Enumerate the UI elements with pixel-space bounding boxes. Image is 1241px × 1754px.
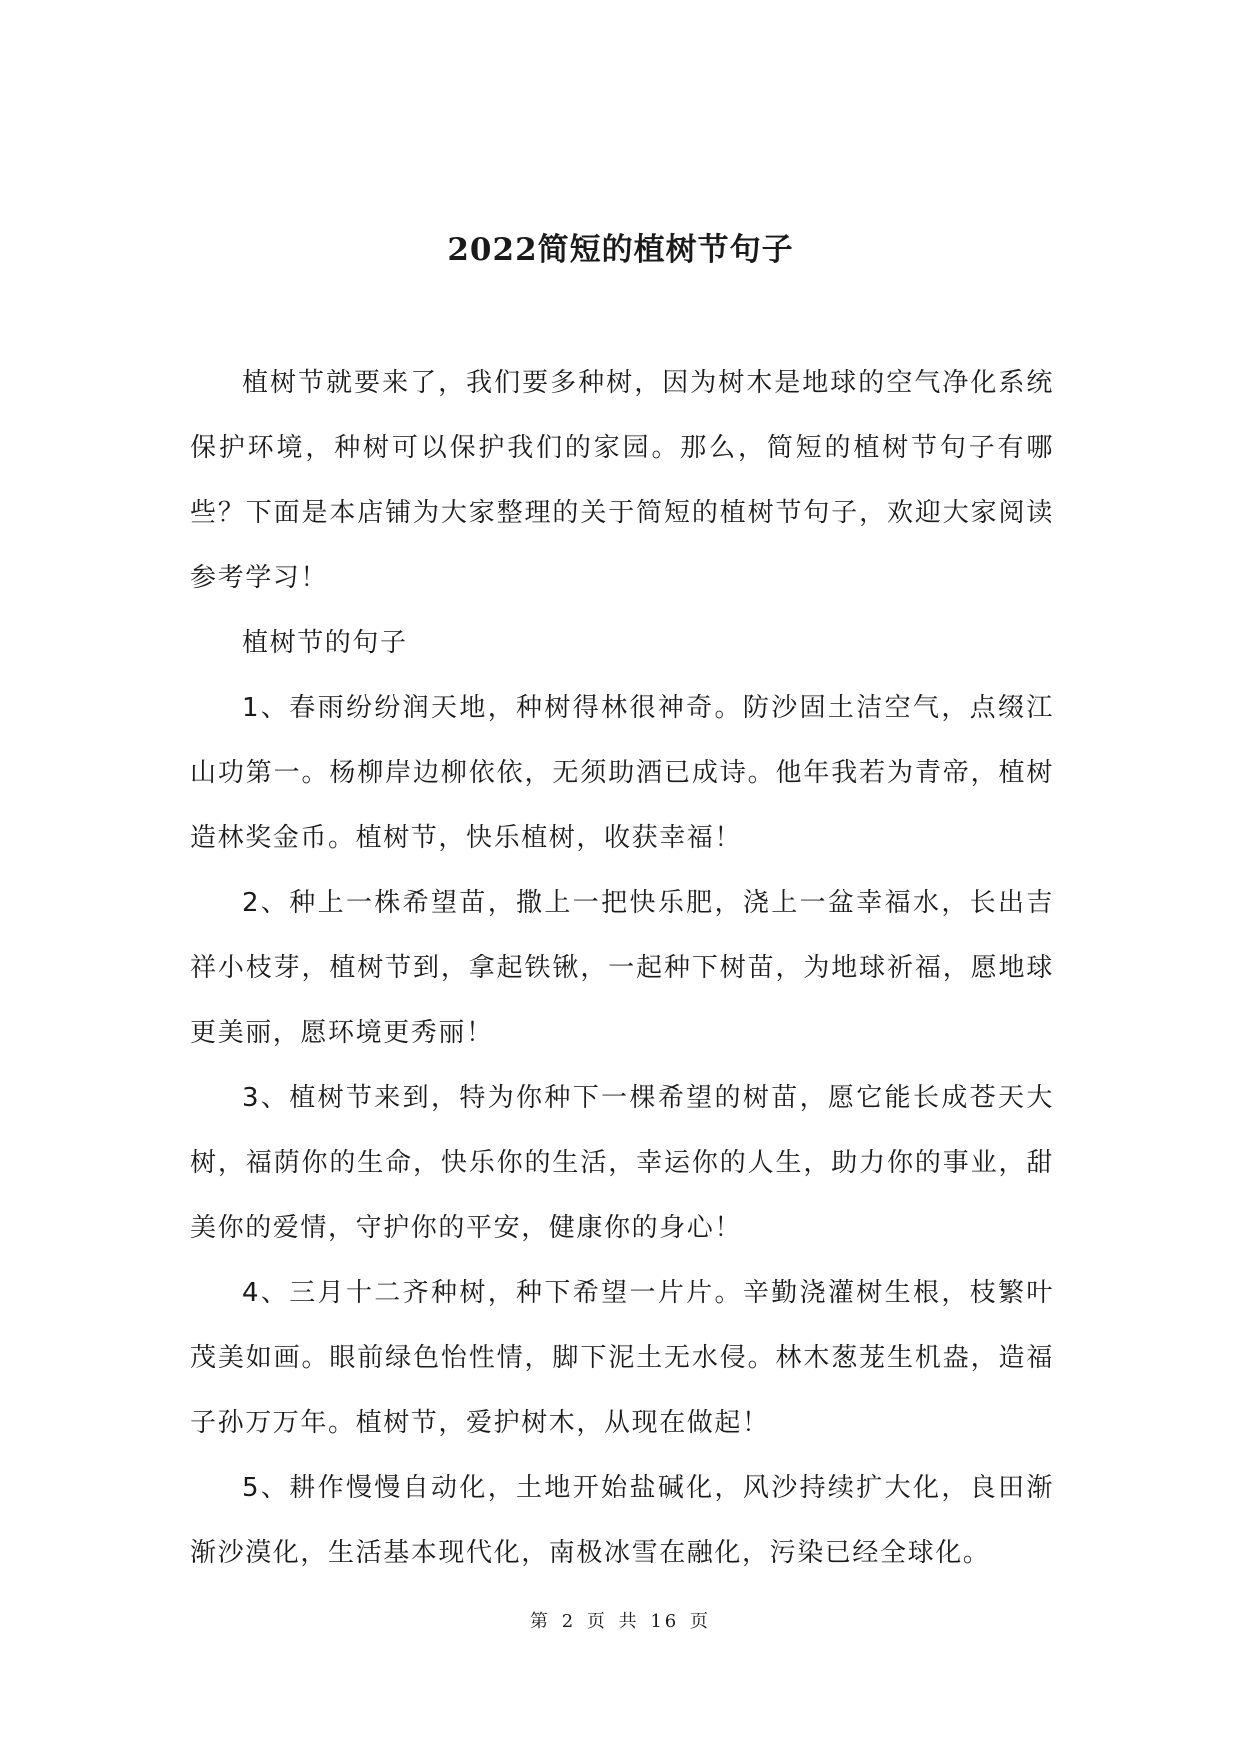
page-number-footer: 第 2 页 共 16 页 (530, 1611, 711, 1632)
sentence-item-4: 4、三月十二齐种树，种下希望一片片。辛勤浇灌树生根，枝繁叶茂美如画。眼前绿色怡性情，脚下泥土无水侵。林木葱茏生机盎，造福子孙万万年。植树节，爱护树木，从现在做起！ (190, 1278, 1054, 1438)
page-title: 2022简短的植树节句子 (447, 232, 794, 268)
document-body (190, 351, 1054, 1586)
sentence-item-5: 5、耕作慢慢自动化，土地开始盐碱化，风沙持续扩大化，良田渐渐沙漠化，生活基本现代化，南极冰雪在融化，污染已经全球化。 (190, 1473, 1054, 1568)
sentence-item-2: 2、种上一株希望苗，撒上一把快乐肥，浇上一盆幸福水，长出吉祥小枝芽，植树节到，拿起铁锹，一起种下树苗，为地球祈福，愿地球更美丽，愿环境更秀丽！ (190, 888, 1054, 1048)
intro-paragraph: 植树节就要来了，我们要多种树，因为树木是地球的空气净化系统保护环境，种树可以保护我们的家园。那么，简短的植树节句子有哪些？下面是本店铺为大家整理的关于简短的植树节句子，欢迎大家阅读参考学习！ (190, 368, 1054, 593)
sentence-item-1: 1、春雨纷纷润天地，种树得林很神奇。防沙固土洁空气，点缀江山功第一。杨柳岸边柳依依，无须助酒已成诗。他年我若为青帝，植树造林奖金币。植树节，快乐植树，收获幸福！ (190, 693, 1054, 853)
section-heading: 植树节的句子 (242, 628, 408, 658)
sentence-item-3: 3、植树节来到，特为你种下一棵希望的树苗，愿它能长成苍天大树，福荫你的生命，快乐你的生活，幸运你的人生，助力你的事业，甜美你的爱情，守护你的平安，健康你的身心！ (190, 1083, 1054, 1243)
